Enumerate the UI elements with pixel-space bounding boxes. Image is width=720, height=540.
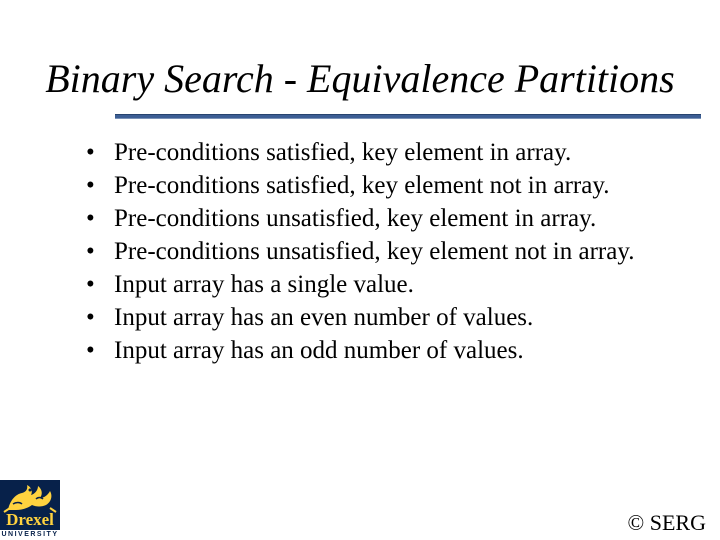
logo-subtitle: UNIVERSITY: [1, 531, 59, 538]
bullet-item: [86, 336, 706, 366]
bullet-marker: •: [86, 271, 95, 298]
bullet-list: [86, 138, 706, 369]
bullet-item: [86, 270, 706, 300]
bullet-text: Input array has an even number of values.: [114, 304, 534, 331]
bullet-text: Pre-conditions unsatisfied, key element not in array.: [114, 238, 635, 265]
bullet-item: [86, 303, 706, 333]
slide-title: Binary Search - Equivalence Partitions: [45, 56, 675, 101]
bullet-item: [86, 138, 706, 168]
bullet-text: Pre-conditions satisfied, key element not in array.: [114, 172, 610, 199]
bullet-item: [86, 237, 706, 267]
bullet-text: Pre-conditions unsatisfied, key element in array.: [114, 205, 597, 232]
bullet-marker: •: [86, 139, 95, 166]
dragon-icon: [0, 480, 60, 514]
bullet-marker: •: [86, 238, 95, 265]
bullet-marker: •: [86, 172, 95, 199]
bullet-text: Pre-conditions satisfied, key element in array.: [114, 139, 572, 166]
bullet-marker: •: [86, 337, 95, 364]
bullet-text: Input array has a single value.: [114, 271, 414, 298]
logo-wordmark: Drexel: [6, 510, 54, 529]
bullet-marker: •: [86, 205, 95, 232]
bullet-item: [86, 171, 706, 201]
bullet-item: [86, 204, 706, 234]
bullet-text: Input array has an odd number of values.: [114, 337, 524, 364]
title-underline: [115, 114, 701, 119]
bullet-marker: •: [86, 304, 95, 331]
footer-copyright: © SERG: [627, 510, 706, 535]
drexel-logo: [0, 480, 60, 540]
